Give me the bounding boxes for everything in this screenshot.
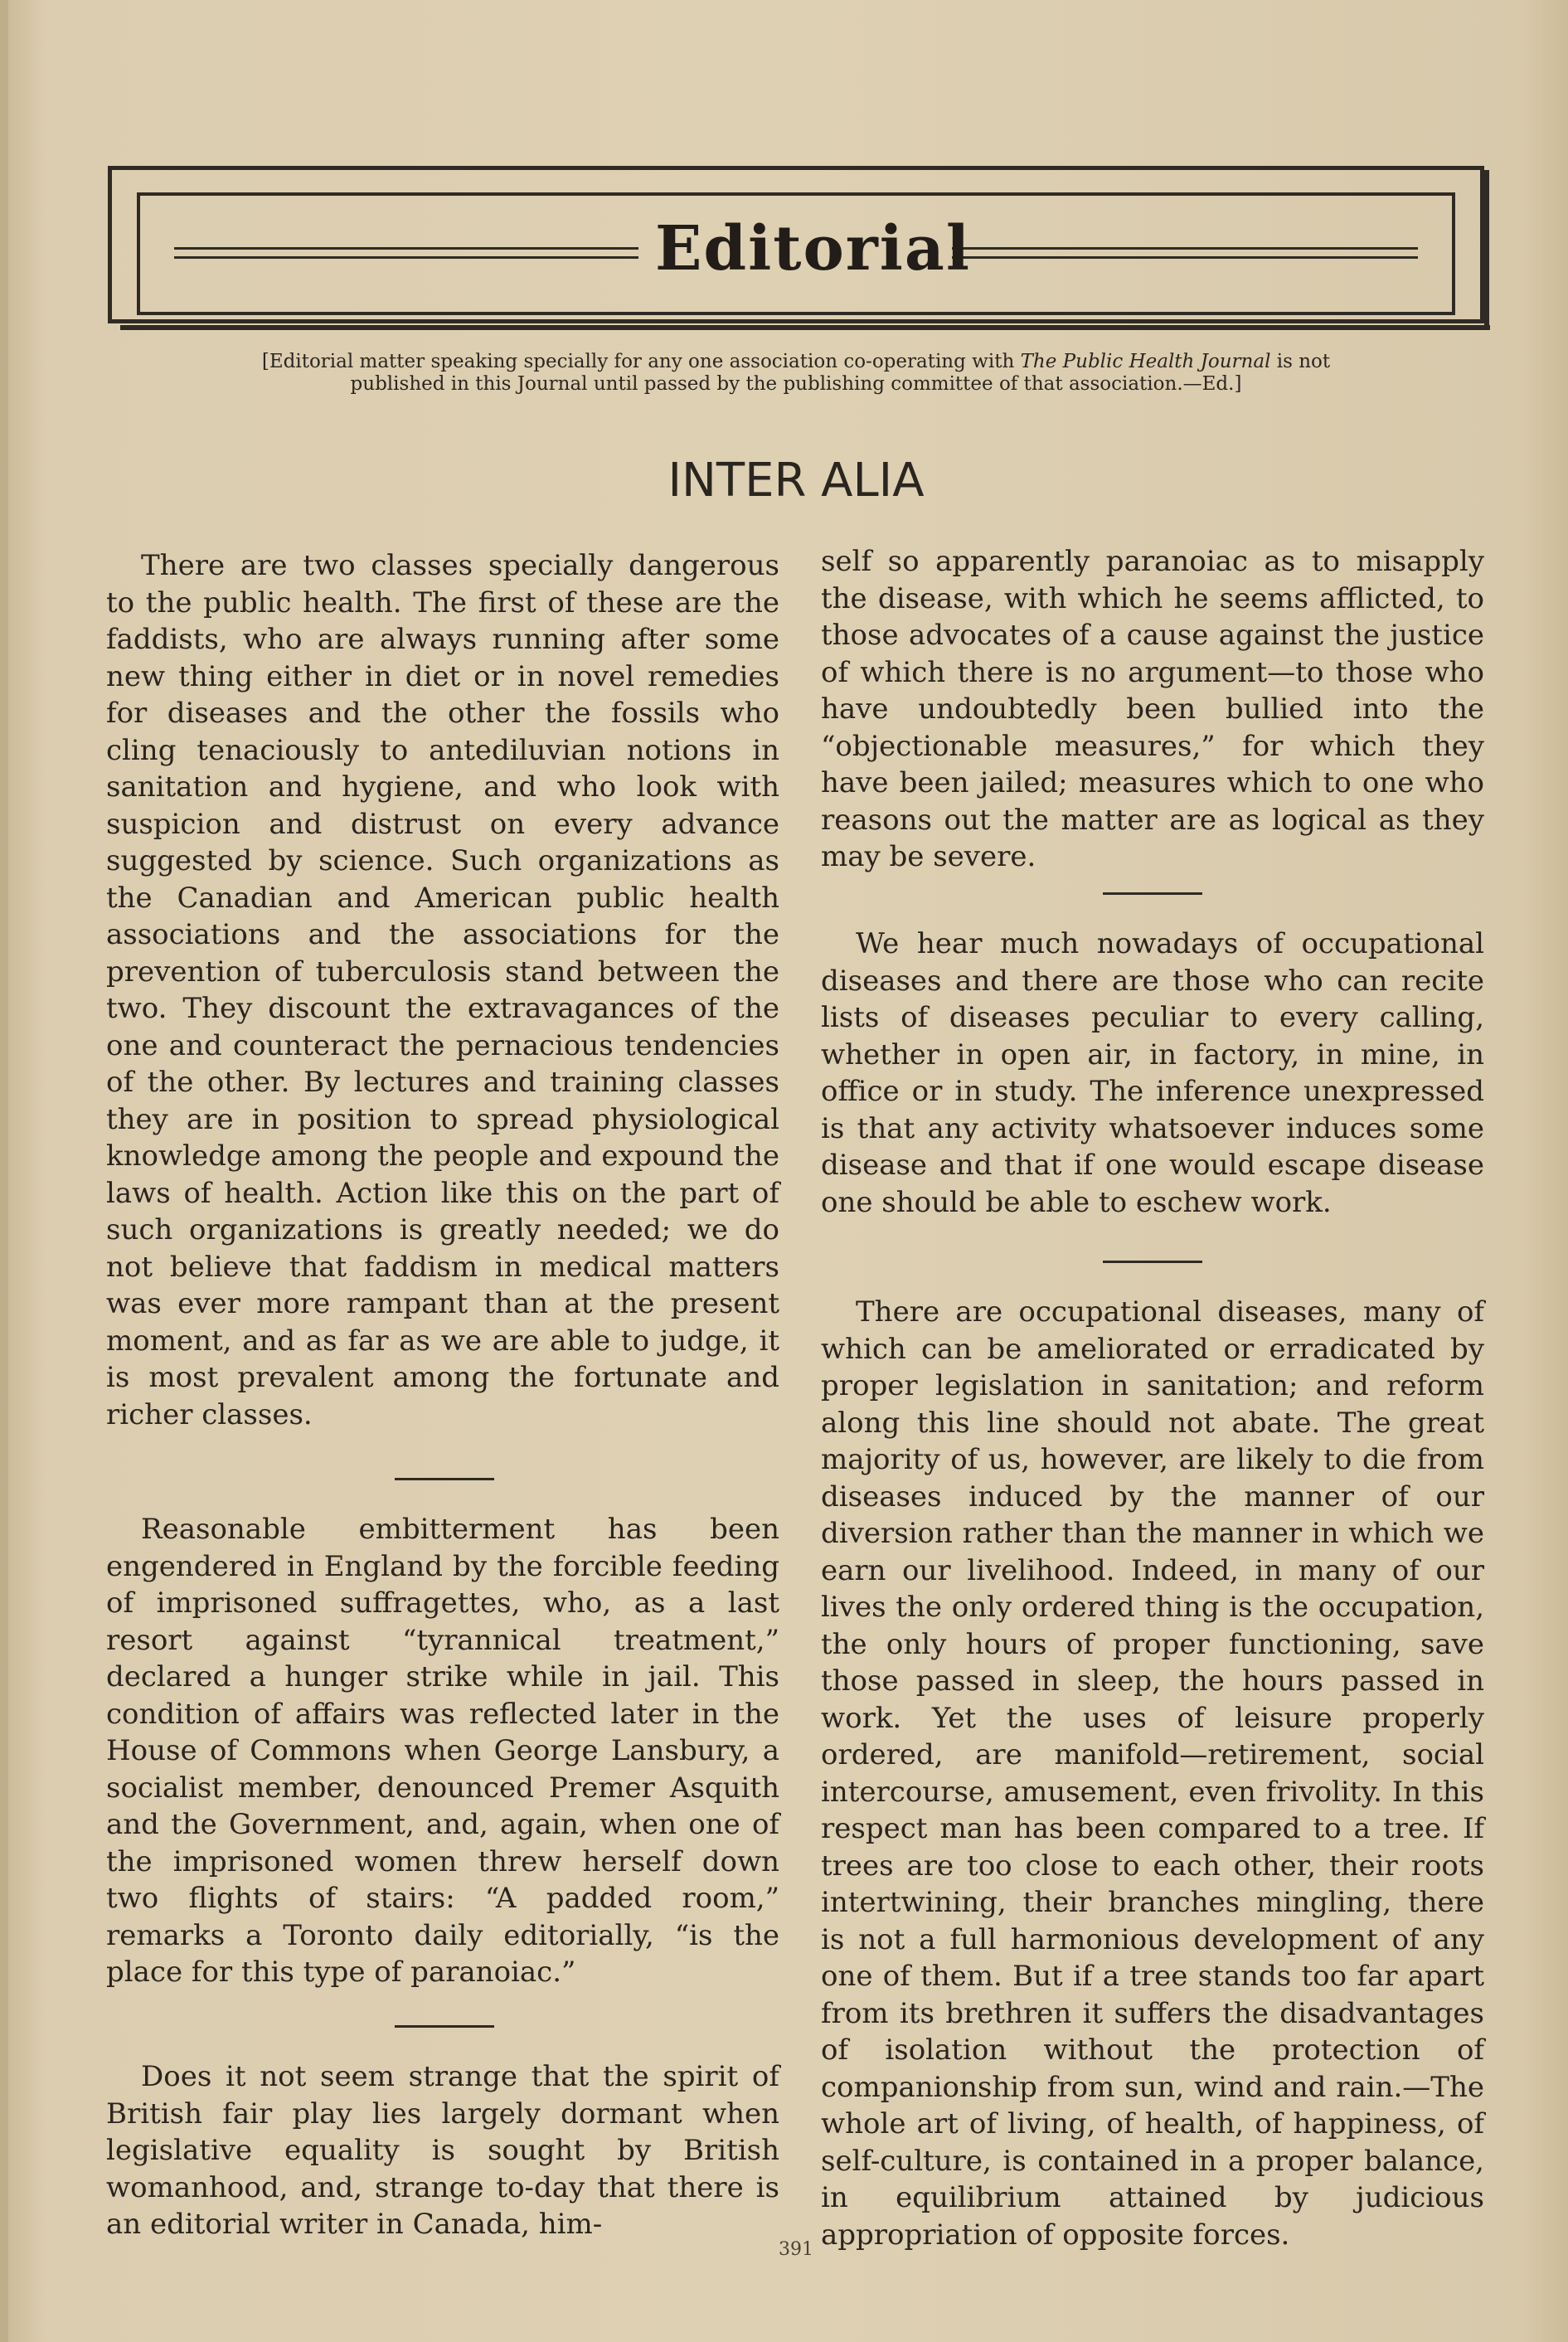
paragraph: Does it not seem strange that the spirit of British fair play lies largely dormant when legislative equality is sought by British womanhood, and, strange to-day that there is an editorial writer in Canada, him- [106,2060,779,2241]
header-frame-shadow-right [1484,170,1489,330]
section-divider [395,2025,494,2028]
paragraph: self so apparently paranoiac as to misapply the disease, with which he seems afflicted, to those advocates of a cause against the justice of which there is no argument—to those who have undoubtedly been bullied into the “objectionable measures,” for which they have been jailed; measures which to one who reasons out the matter are as logical as they may be severe. [821,545,1484,873]
article-title: INTER ALIA [667,454,925,508]
journal-name: The Public Health Journal [1020,351,1271,372]
right-column-para-2 [821,926,1484,1221]
section-title: Editorial [655,213,971,284]
header-frame-shadow-bottom [120,325,1490,330]
left-column-para-3 [106,2058,779,2243]
editor-note-line2: published in this Journal until passed by the publishing committee of that association.—Ed.] [350,373,1242,395]
header-left-double-rule [174,247,638,259]
page-edge [0,0,8,2342]
section-divider [1103,892,1202,895]
editor-note [191,351,1401,396]
editor-note-part: is not [1270,351,1331,372]
section-divider [395,1478,494,1480]
paragraph: There are two classes specially dangerous to the public health. The first of these are the faddists, who are always running after some new thing either in diet or in novel remedies for diseases and the other the fossils who cling tenaciously to antediluvian notions in sanitation and hygiene, and who look with suspicion and distrust on every advance suggested by science. Such organizations as the Canadian and American public health associations and the associations for the prevention of tuberculosis stand between the two. They discount the extravagances of the one and counteract the pernacious tendencies of the other. By lectures and training classes they are in position to spread physiological knowledge among the people and expound the laws of health. Action like this on the part of such organizations is greatly needed; we do not believe that faddism in medical matters was ever more rampant than at the present moment, and as far as we are able to judge, it is most prevalent among the fortunate and richer classes. [106,549,779,1431]
editor-note-part: [Editorial matter speaking specially for any one association co-operating with [261,351,1021,372]
paragraph: There are occupational diseases, many of which can be ameliorated or erradicated by proper legislation in sanitation; and reform along this line should not abate. The great majority of us, however, are likely to die from diseases induced by the manner of our diversion rather than the manner in which we earn our livelihood. Indeed, in many of our lives the only ordered thing is the occupation, the only hours of proper functioning, save those passed in sleep, the hours passed in work. Yet the uses of leisure properly ordered, are manifold—retirement, social intercourse, amusement, even frivolity. In this respect man has been compared to a tree. If trees are too close to each other, their roots intertwining, their branches mingling, there is not a full harmonious development of any one of them. But if a tree stands too far apart from its brethren it suffers the disadvantages of isolation without the protection of companionship from sun, wind and rain.—The whole art of living, of health, of happiness, of self-culture, is contained in a proper balance, in equilibrium attained by judicious appropriation of opposite forces. [821,1295,1484,2252]
left-column-para-2 [106,1511,779,1991]
left-column-para-1 [106,547,779,1433]
right-column-para-3 [821,1294,1484,2253]
right-column-para-1 [821,543,1484,876]
section-divider [1103,1261,1202,1263]
paragraph: Reasonable embitterment has been engendered in England by the forcible feeding of imprisoned suffragettes, who, as a last resort against “tyrannical treatment,” declared a hunger strike while in jail. This condition of affairs was reflected later in the House of Commons when George Lansbury, a socialist member, denounced Premer Asquith and the Government, and, again, when one of the imprisoned women threw herself down two flights of stairs: “A padded room,” remarks a Toronto daily editorially, “is the place for this type of paranoiac.” [106,1513,779,1989]
paragraph: We hear much nowadays of occupational diseases and there are those who can recite lists of diseases peculiar to every calling, whether in open air, in factory, in mine, in office or in study. The inference unexpressed is that any activity whatsoever induces some disease and that if one would escape disease one should be able to eschew work. [821,927,1484,1219]
header-right-double-rule [952,247,1418,259]
page-number: 391 [779,2239,813,2260]
